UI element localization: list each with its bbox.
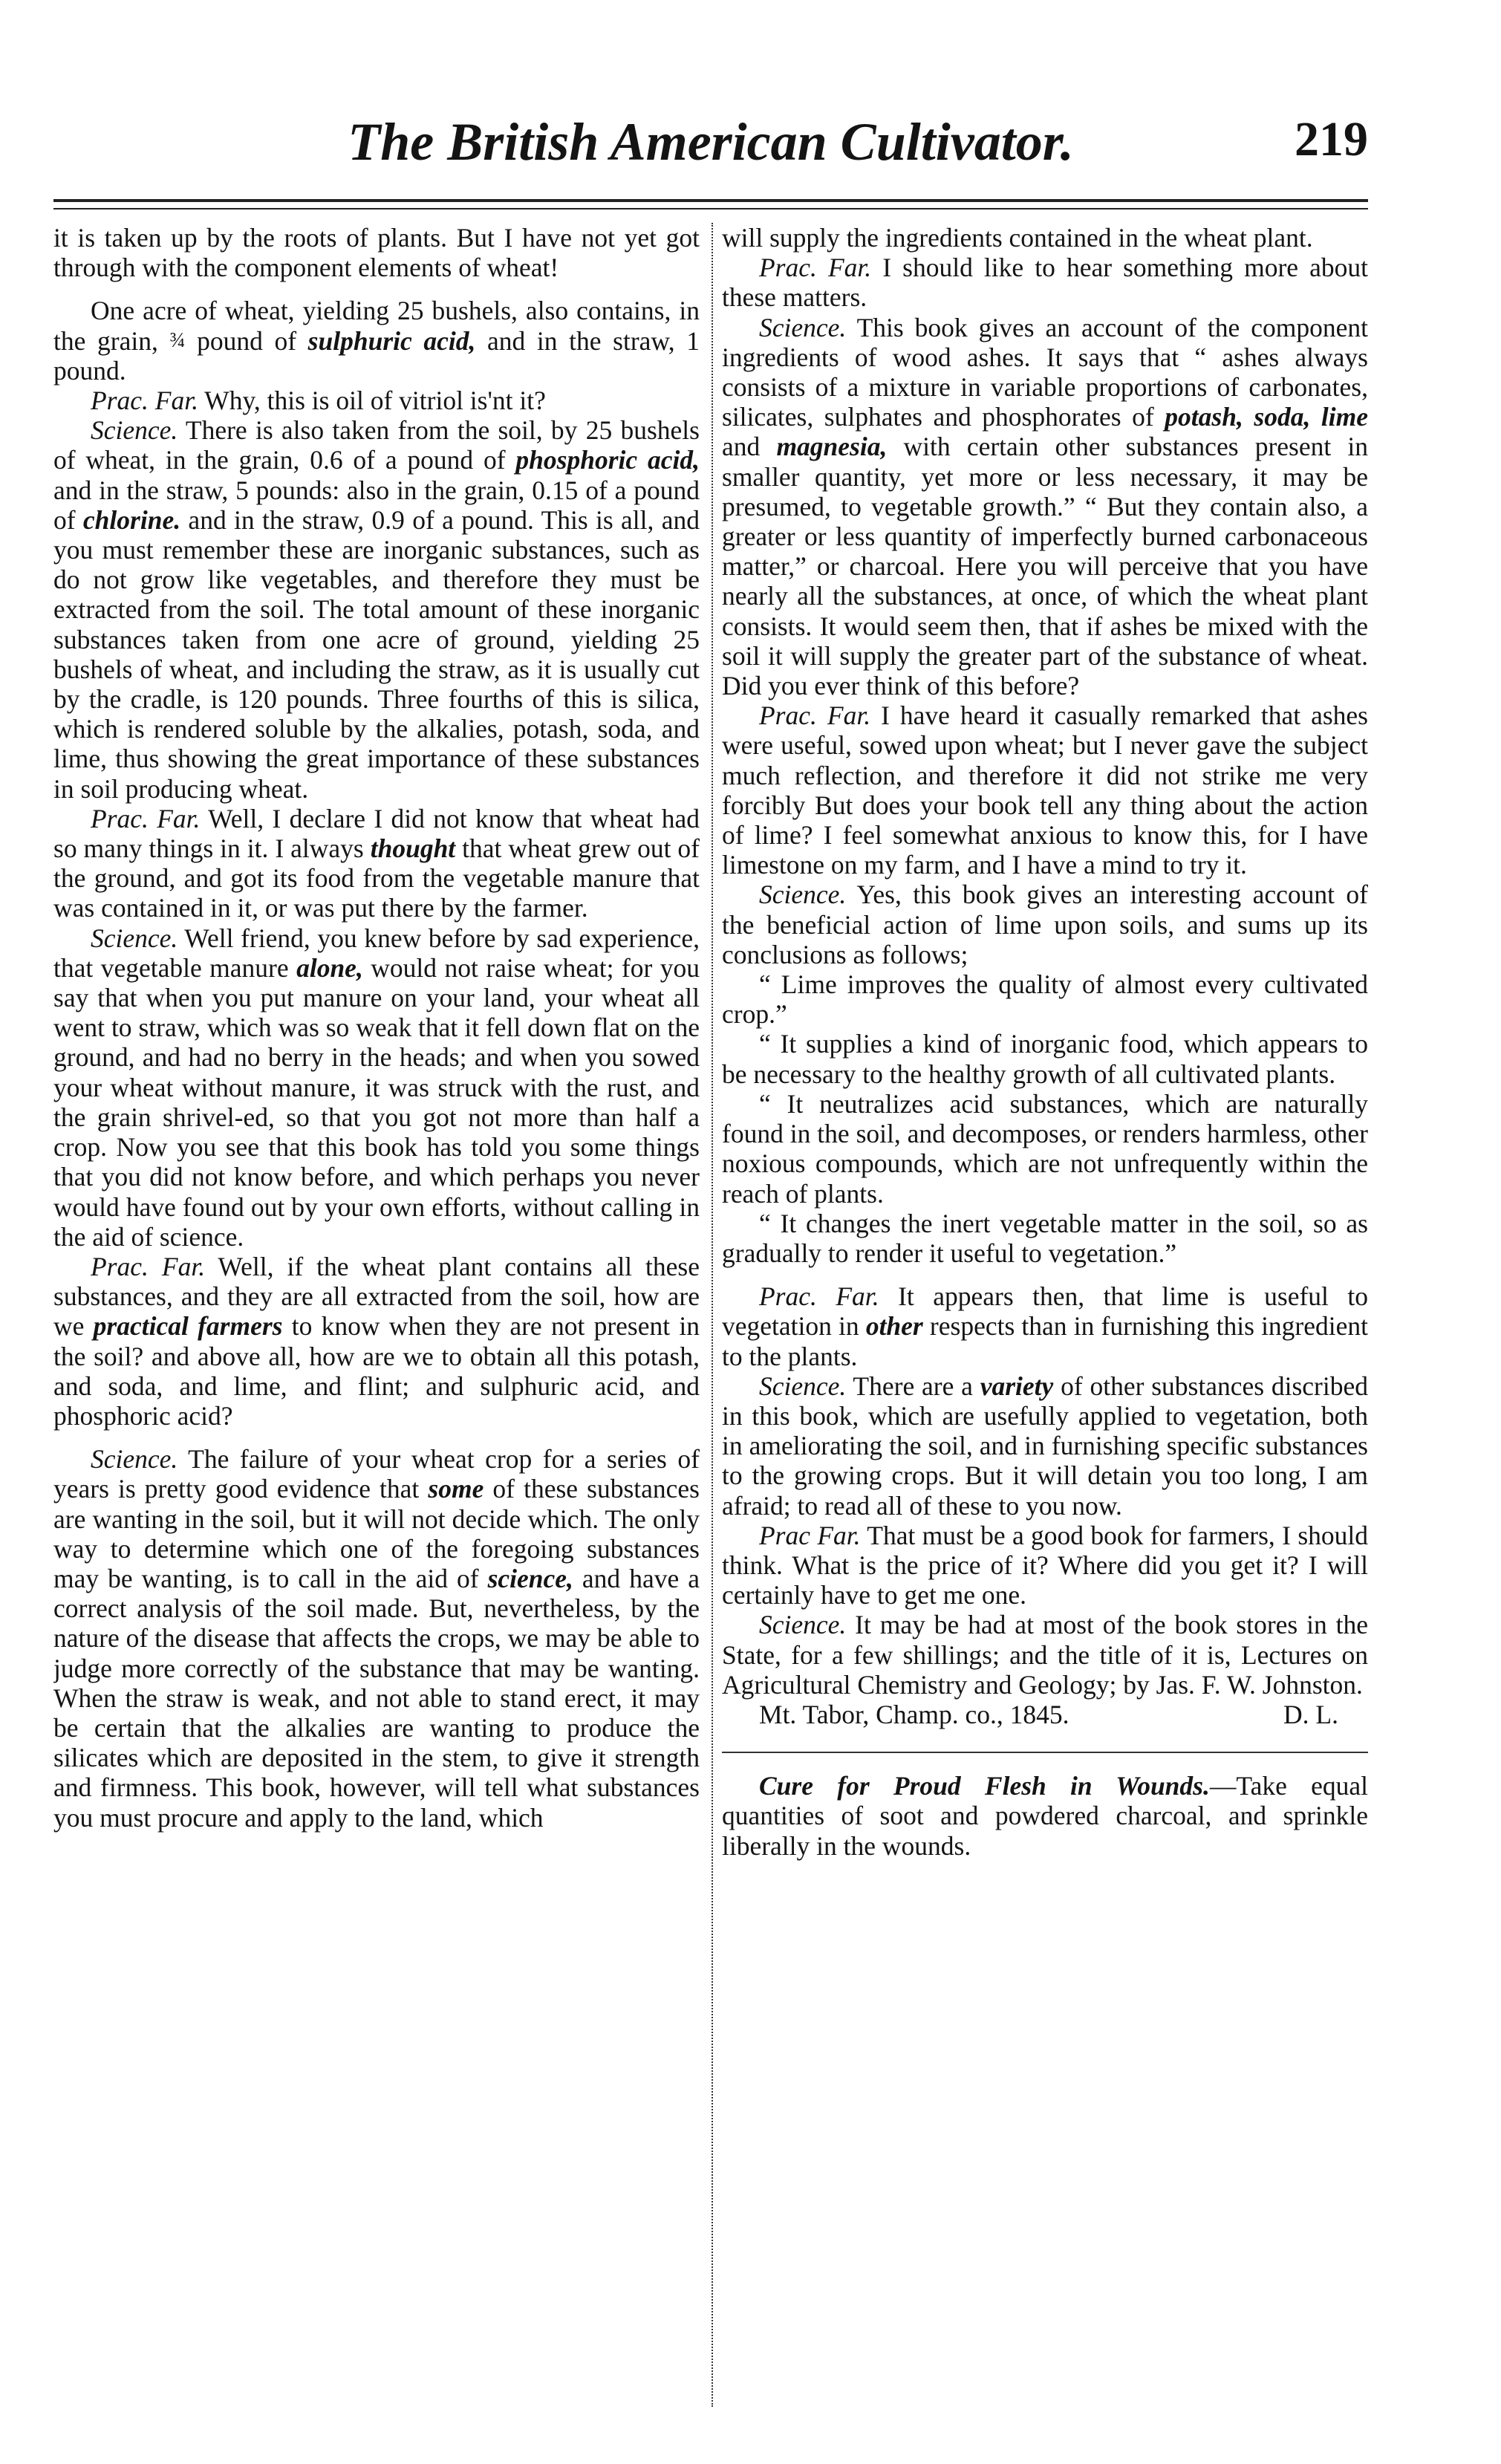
- header-rule-thick: [53, 199, 1368, 202]
- notice-title: Cure for Proud Flesh in Wounds.: [759, 1771, 1210, 1801]
- paragraph: Prac Far. That must be a good book for farmers, I should think. What is the price of it? Where did you get it? I will certainly have to get me one.: [722, 1520, 1368, 1610]
- paragraph: Science. There are a variety of other substances discribed in this book, which are usefully applied to vegetation, both in ameliorating the soil, and in furnishing specific substances to the growing crops. But it will detain you too long, I am afraid; to read all of these to you now.: [722, 1371, 1368, 1521]
- paragraph: it is taken up by the roots of plants. But I have not yet got through with the component elements of wheat!: [53, 223, 700, 283]
- speaker-label: Prac. Far.: [91, 1251, 206, 1281]
- quote: “ Lime improves the quality of almost every cultivated crop.”: [722, 969, 1368, 1030]
- paragraph: Prac. Far. Why, this is oil of vitriol is'nt it?: [91, 386, 546, 416]
- paragraph: Science. There is also taken from the soil, by 25 bushels of wheat, in the grain, 0.6 of a pound of phosphoric acid, and in the straw, 5 pounds: also in the grain, 0.15 of a pound of chlorine. and in the straw, 0.9 of a pound. This is all, and you must remember these are inorganic substances, such as do not grow like vegetables, and therefore they must be extracted from the soil. The total amount of these inorganic substances taken from one acre of ground, yielding 25 bushels of wheat, and including the straw, as it is usually cut by the cradle, is 120 pounds. Three fourths of this is silica, which is rendered soluble by the alkalies, potash, soda, and lime, thus showing the great importance of these substances in soil producing wheat.: [53, 415, 700, 804]
- speaker-label: Science.: [759, 1371, 847, 1401]
- page-number: 219: [1295, 112, 1368, 166]
- quote: “ It changes the inert vegetable matter in the soil, so as gradually to render it useful to vegetation.”: [722, 1208, 1368, 1268]
- running-title: The British American Cultivator.: [348, 112, 1074, 172]
- speaker-label: Prac. Far.: [759, 253, 872, 283]
- speaker-label: Science.: [91, 923, 178, 953]
- paragraph: Science. This book gives an account of the component ingredients of wood ashes. It says that “ ashes always consists of a mixture in variable proportions of carbonates, silicates, sulphates and phosphorates of potash, soda, lime and magnesia, with certain other substances present in smaller quantity, yet more or less necessary, it may be presumed, to vegetable growth.” “ But they contain also, a greater or less quantity of imperfectly burned carbonaceous matter,” or charcoal. Here you will perceive that you have nearly all the substances, at once, of which the wheat plant consists. It would seem then, that if ashes be mixed with the soil it will supply the greater part of the substance of wheat. Did you ever think of this before?: [722, 312, 1368, 701]
- speaker-label: Science.: [759, 312, 847, 342]
- speaker-label: Science.: [759, 1610, 847, 1640]
- paragraph: Science. Yes, this book gives an interesting account of the beneficial action of lime upon soils, and sums up its conclusions as follows;: [722, 880, 1368, 969]
- column-divider: [712, 223, 713, 2407]
- speaker-label: Science.: [759, 880, 847, 910]
- signature-line: [722, 1700, 1368, 1729]
- header-rule-thin: [53, 208, 1368, 209]
- paragraph: Prac. Far. Well, if the wheat plant contains all these substances, and they are all extracted from the soil, how are we practical farmers to know when they are not present in the soil? and above all, how are we to obtain all this potash, and soda, and lime, and flint; and sulphuric acid, and phosphoric acid?: [53, 1251, 700, 1431]
- paragraph: Science. The failure of your wheat crop for a series of years is pretty good evidence that some of these substances are wanting in the soil, but it will not decide which. The only way to determine which one of the foregoing substances may be wanting, is to call in the aid of science, and have a correct analysis of the soil made. But, nevertheless, by the nature of the disease that affects the crops, we may be able to judge more correctly of the substance that may be wanting. When the straw is weak, and not able to stand erect, it may be certain that the alkalies are wanting to produce the silicates which are deposited in the stem, to give it strength and firmness. This book, however, will tell what substances you must procure and apply to the land, which: [53, 1444, 700, 1833]
- paragraph: Prac. Far. I should like to hear something more about these matters.: [722, 253, 1368, 313]
- speaker-label: Prac Far.: [759, 1520, 861, 1550]
- speaker-label: Prac. Far.: [91, 803, 201, 833]
- signature-initials: D. L.: [1283, 1699, 1338, 1729]
- paragraph: Prac. Far. Well, I declare I did not know that wheat had so many things in it. I always thought that wheat grew out of the ground, and got its food from the vegetable manure that was contained in it, or was put there by the farmer.: [53, 803, 700, 923]
- right-column: [722, 223, 1368, 2407]
- paragraph: Science. It may be had at most of the book stores in the State, for a few shillings; and the title of it is, Lectures on Agricultural Chemistry and Geology; by Jas. F. W. Johnston.: [722, 1610, 1368, 1700]
- paragraph: will supply the ingredients contained in the wheat plant.: [722, 223, 1313, 253]
- speaker-label: Prac. Far.: [759, 700, 871, 731]
- section-rule: [722, 1752, 1368, 1753]
- quote: “ It supplies a kind of inorganic food, which appears to be necessary to the healthy growth of all cultivated plants.: [722, 1029, 1368, 1089]
- paragraph: One acre of wheat, yielding 25 bushels, also contains, in the grain, $^{\frac{3}{4}}$ pound of sulphuric acid, and in the straw, 1 pound.: [53, 296, 700, 386]
- left-column: [53, 223, 700, 2407]
- speaker-label: Science.: [91, 1444, 178, 1475]
- paragraph: Prac. Far. I have heard it casually remarked that ashes were useful, sowed upon wheat; but I never gave the subject much reflection, and therefore it did not strike me very forcibly But does your book tell any thing about the action of lime? I feel somewhat anxious to know this, for I have limestone on my farm, and I have a mind to try it.: [722, 700, 1368, 880]
- page-header: [53, 111, 1368, 186]
- speaker-label: Prac. Far.: [91, 386, 198, 416]
- speaker-label: Prac. Far.: [759, 1281, 879, 1312]
- notice-paragraph: Cure for Proud Flesh in Wounds.—Take equal quantities of soot and powdered charcoal, and sprinkle liberally in the wounds.: [722, 1771, 1368, 1861]
- paragraph: Science. Well friend, you knew before by sad experience, that vegetable manure alone, would not raise wheat; for you say that when you put manure on your land, your wheat all went to straw, which was so weak that it fell down flat on the ground, and had no berry in the heads; and when you sowed your wheat without manure, it was struck with the rust, and the grain shrivel-ed, so that you got not more than half a crop. Now you see that this book has told you some things that you did not know before, and which perhaps you never would have found out by your own efforts, without calling in the aid of science.: [53, 923, 700, 1252]
- paragraph: Prac. Far. It appears then, that lime is useful to vegetation in other respects than in furnishing this ingredient to the plants.: [722, 1281, 1368, 1371]
- signature-place: Mt. Tabor, Champ. co., 1845.: [759, 1699, 1069, 1729]
- quote: “ It neutralizes acid substances, which are naturally found in the soil, and decomposes, or renders harmless, other noxious compounds, which are not unfrequently within the reach of plants.: [722, 1088, 1368, 1209]
- speaker-label: Science.: [91, 415, 178, 446]
